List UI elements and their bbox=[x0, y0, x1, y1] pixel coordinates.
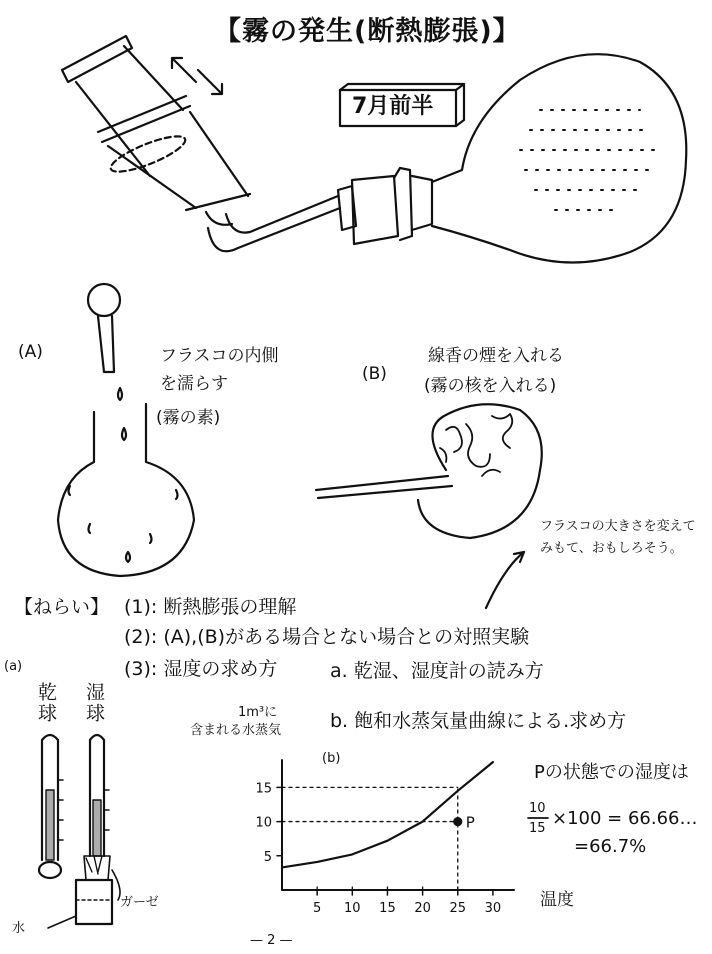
section-a-line2: を濡らす bbox=[160, 374, 228, 394]
thermometer-marker: (a) bbox=[4, 659, 23, 674]
aims-heading: 【ねらい】 bbox=[14, 596, 110, 618]
chart-ylabel-line1: 1m³に bbox=[238, 705, 278, 720]
schedule-badge: 7月前半 bbox=[352, 94, 434, 119]
chart-y-tick-label: 10 bbox=[255, 815, 272, 831]
chart-x-tick-label: 5 bbox=[313, 901, 322, 916]
chart-x-tick-label: 15 bbox=[379, 901, 396, 916]
round-flask-drawing bbox=[432, 54, 686, 262]
calc-heading: Pの状態での湿度は bbox=[534, 762, 689, 783]
section-b-line1: 線香の煙を入れる bbox=[428, 346, 564, 366]
chart-x-tick-label: 25 bbox=[449, 901, 467, 916]
wet-bulb-label: 湿球 bbox=[83, 682, 105, 724]
saturation-chart bbox=[255, 760, 514, 916]
calc-expression: ×100 = 66.66… bbox=[552, 808, 698, 829]
chart-point-label: P bbox=[465, 813, 475, 832]
aim-item-2: (2): (A),(B)がある場合とない場合との対照実験 bbox=[124, 626, 530, 648]
chart-xlabel: 温度 bbox=[540, 890, 574, 910]
aim-item-1: (1): 断熱膨張の理解 bbox=[124, 596, 297, 618]
chart-x-tick-label: 20 bbox=[414, 901, 431, 916]
section-b-note1: フラスコの大きさを変えて bbox=[540, 519, 696, 534]
calc-numerator: 10 bbox=[529, 801, 546, 816]
gauze-label: ガーゼ bbox=[120, 895, 159, 910]
chart-y-tick-label: 5 bbox=[263, 849, 272, 865]
wet-bulb-thermometer bbox=[76, 735, 120, 924]
flask-a-drawing bbox=[58, 284, 194, 576]
dry-bulb-label: 乾球 bbox=[35, 682, 57, 724]
section-a-marker: (A) bbox=[18, 342, 43, 362]
section-b-marker: (B) bbox=[362, 364, 387, 384]
double-arrow-icon bbox=[172, 58, 222, 94]
chart-x-tick-label: 30 bbox=[484, 901, 502, 916]
flask-b-drawing bbox=[316, 404, 542, 538]
aim-sub-a: a. 乾湿、湿度計の読み方 bbox=[330, 660, 544, 682]
calc-denominator: 15 bbox=[529, 821, 546, 836]
chart-x-tick-label: 10 bbox=[344, 901, 361, 916]
chart-point-p bbox=[454, 818, 461, 825]
page-title: 【霧の発生(断熱膨張)】 bbox=[214, 16, 521, 47]
chart-marker: (b) bbox=[322, 751, 341, 766]
note-arrow-icon bbox=[486, 552, 524, 608]
calc-result: =66.7% bbox=[574, 836, 647, 857]
section-a-line3: (霧の素) bbox=[156, 408, 221, 428]
aim-item-3: (3): 湿度の求め方 bbox=[124, 658, 278, 680]
water-pointer bbox=[48, 916, 76, 928]
chart-ylabel-line2: 含まれる水蒸気 bbox=[190, 723, 282, 738]
chart-y-tick-label: 15 bbox=[255, 781, 272, 797]
section-b-line2: (霧の核を入れる) bbox=[424, 376, 557, 396]
page-number: — 2 — bbox=[250, 933, 293, 948]
aim-sub-b: b. 飽和水蒸気量曲線による.求め方 bbox=[330, 710, 627, 732]
dry-bulb-thermometer bbox=[39, 735, 63, 878]
chart-axes bbox=[282, 760, 514, 890]
syringe-drawing bbox=[62, 36, 250, 225]
section-a-line1: フラスコの内側 bbox=[160, 346, 279, 366]
tube-drawing bbox=[208, 168, 432, 251]
chart-saturation-curve bbox=[282, 762, 493, 867]
water-label: 水 bbox=[12, 921, 26, 936]
section-b-note2: みもて、おもしろそう。 bbox=[540, 541, 683, 556]
